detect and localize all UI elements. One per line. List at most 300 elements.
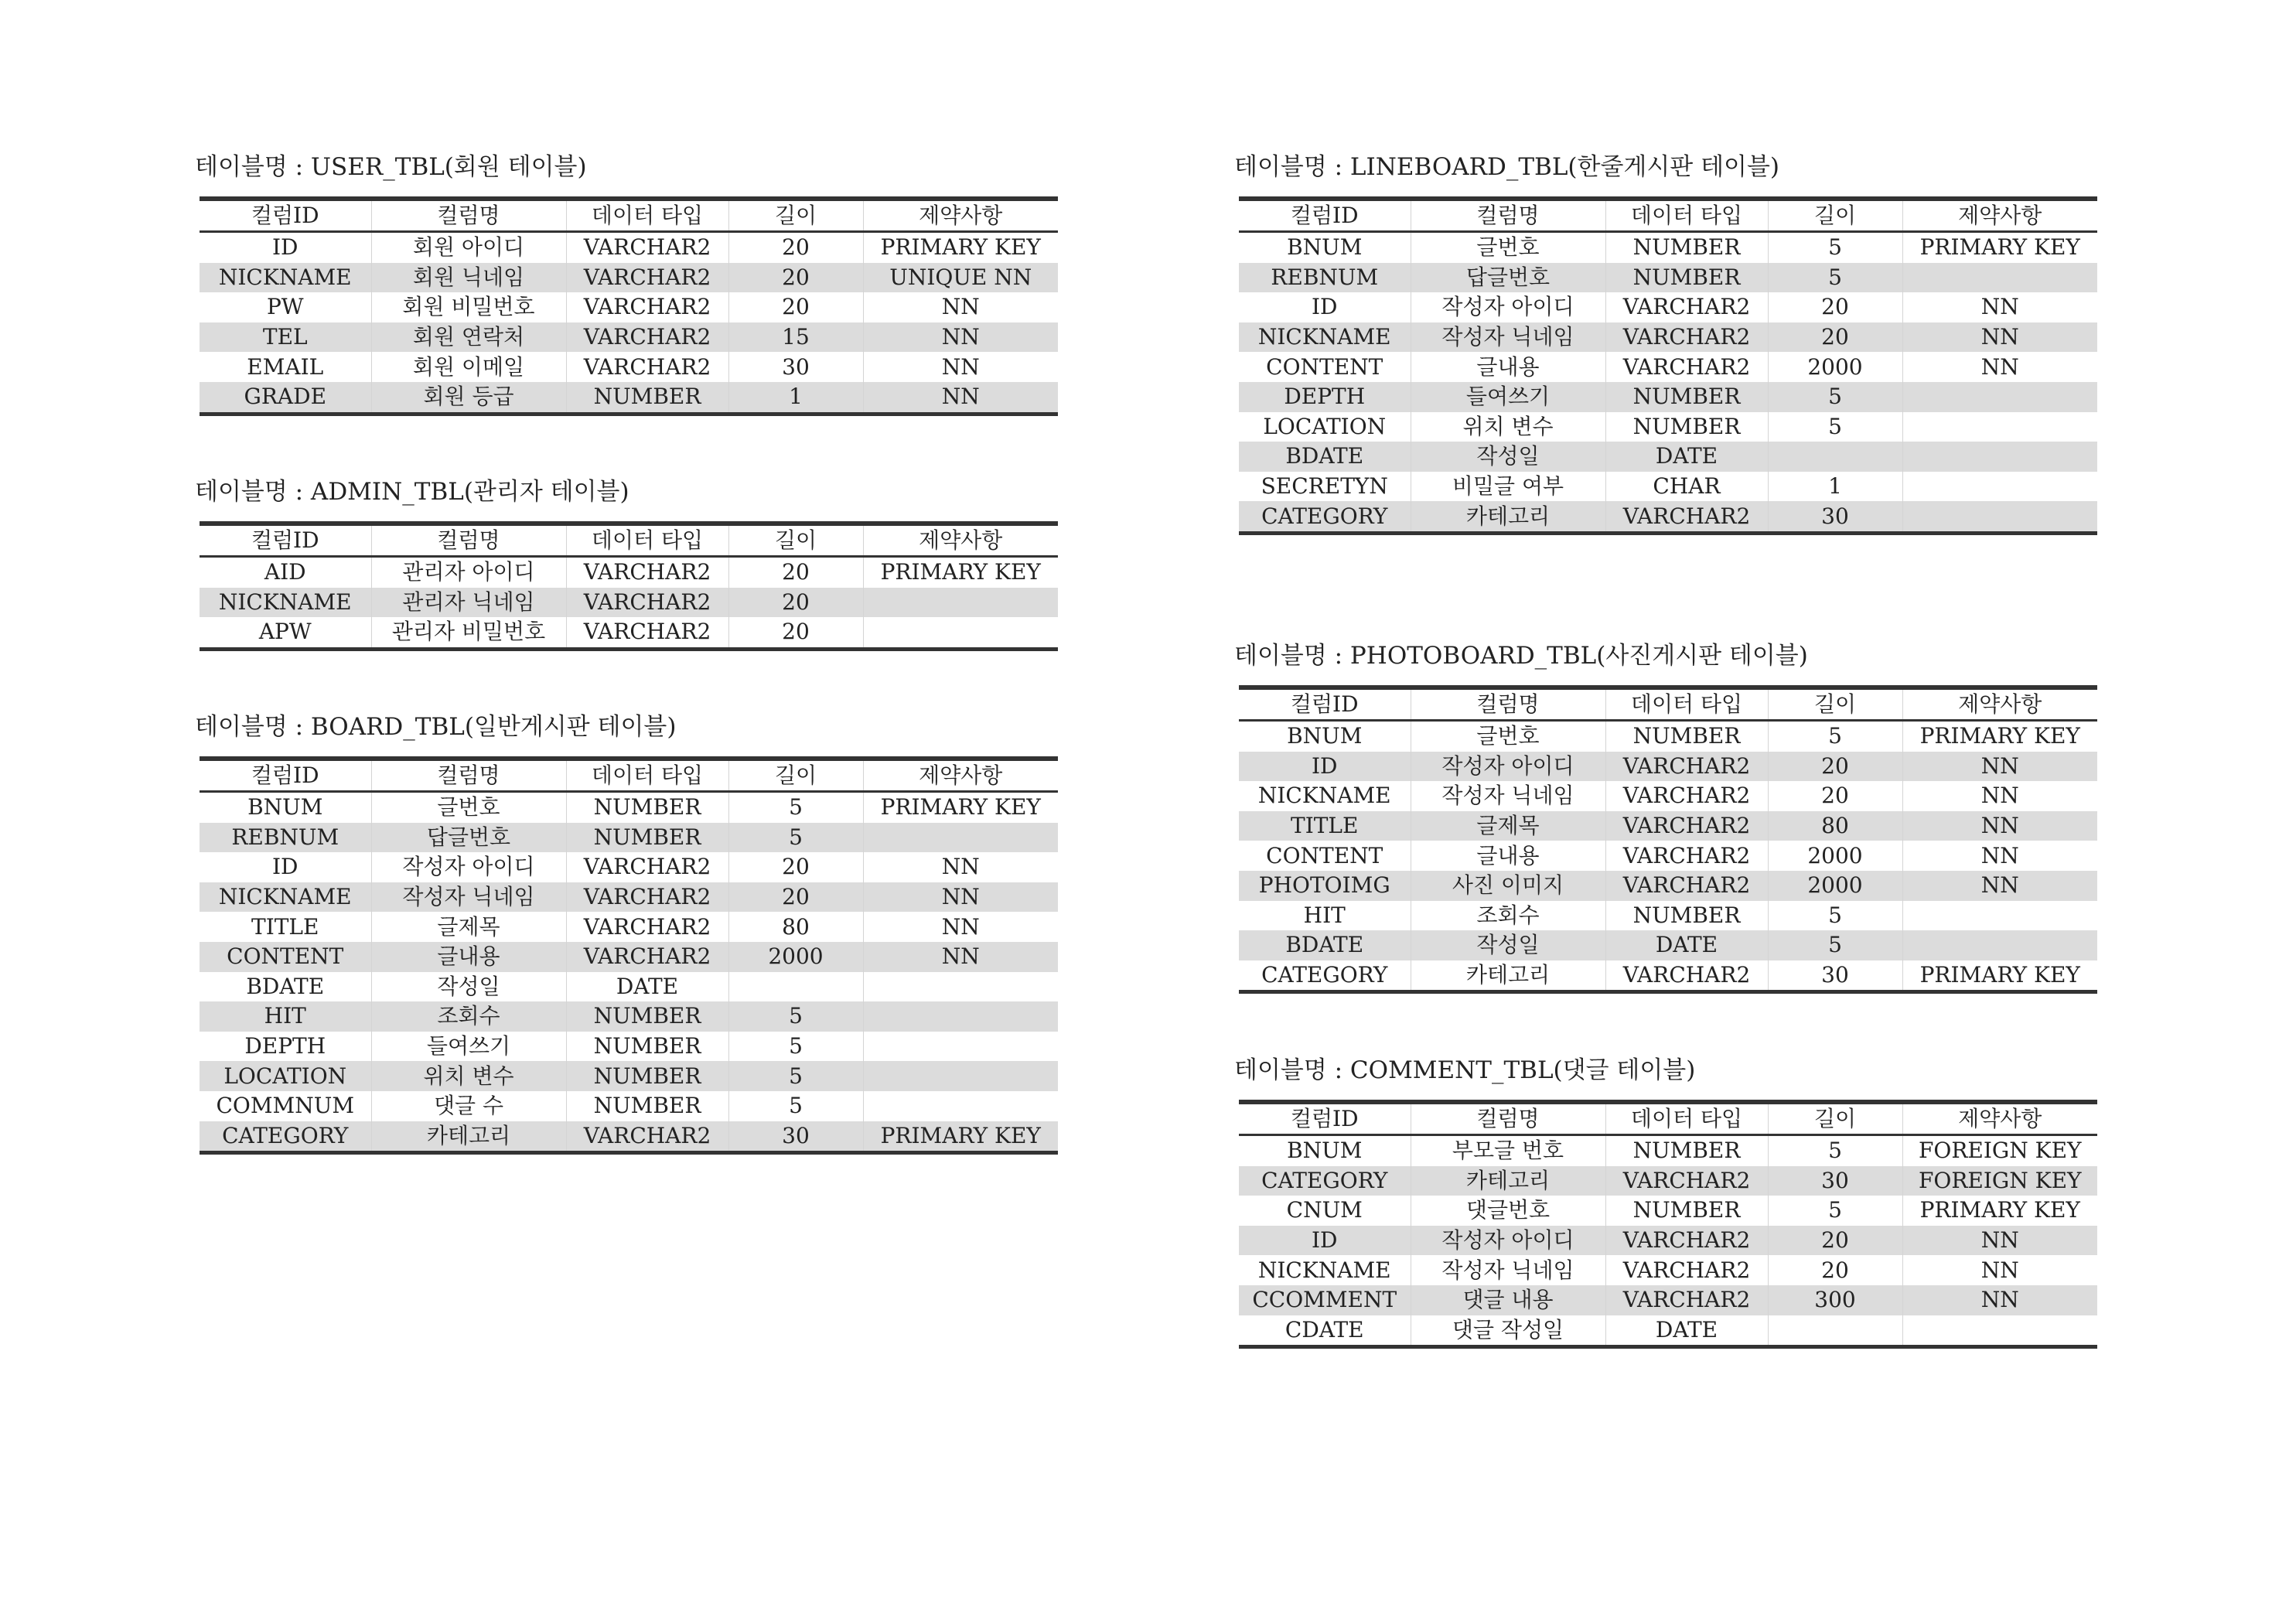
- cell-column-name: 회원 등급: [371, 382, 566, 414]
- header-column-id: 컬럼ID: [1239, 1102, 1411, 1135]
- table-row: [1239, 901, 2097, 931]
- cell-length: 20: [1768, 781, 1902, 811]
- header-data-type: 데이터 타입: [566, 759, 728, 792]
- table-row: [200, 942, 1058, 972]
- cell-constraint: NN: [863, 382, 1058, 414]
- cell-data-type: VARCHAR2: [566, 292, 728, 322]
- cell-constraint: [863, 1032, 1058, 1062]
- table-row: [1239, 871, 2097, 901]
- cell-constraint: NN: [1980, 783, 2019, 809]
- cell-column-name: 댓글 수: [371, 1091, 566, 1121]
- cell-length: 20: [728, 882, 863, 913]
- cell-length: 20: [1768, 1255, 1902, 1285]
- cell-column-id: CONTENT: [1239, 841, 1411, 871]
- cell-column-id: EMAIL: [200, 352, 371, 382]
- cell-column-name: 댓글번호: [1411, 1196, 1605, 1226]
- cell-data-type: VARCHAR2: [566, 912, 728, 942]
- cell-column-name: 위치 변수: [1411, 412, 1605, 442]
- cell-column-id: BDATE: [1239, 442, 1411, 472]
- header-length: 길이: [1768, 199, 1902, 232]
- table-title: 테이블명 : ADMIN_TBL(관리자 테이블): [195, 478, 629, 506]
- cell-data-type: VARCHAR2: [1605, 1226, 1768, 1256]
- cell-column-id: COMMNUM: [200, 1091, 371, 1121]
- table-row: [200, 972, 1058, 1002]
- table-row: [200, 1121, 1058, 1153]
- cell-length: 20: [1768, 292, 1902, 322]
- cell-column-name: 작성일: [371, 972, 566, 1002]
- cell-data-type: CHAR: [1605, 472, 1768, 502]
- cell-data-type: NUMBER: [566, 382, 728, 414]
- admin-table-block: [195, 476, 1058, 651]
- cell-column-name: 작성자 아이디: [371, 852, 566, 882]
- cell-constraint: FOREIGN KEY: [1902, 1166, 2097, 1196]
- table-row: [1239, 382, 2097, 412]
- cell-constraint: [1902, 412, 2097, 442]
- cell-column-name: 글내용: [1411, 841, 1605, 871]
- photoboard-table-block: [1234, 640, 2097, 994]
- header-column-name: 컬럼명: [1411, 1102, 1605, 1135]
- cell-length: 5: [1768, 1196, 1902, 1226]
- table-row: [1239, 811, 2097, 841]
- cell-data-type: VARCHAR2: [566, 882, 728, 913]
- cell-constraint: NN: [941, 913, 980, 940]
- cell-constraint: NN: [1980, 842, 2019, 868]
- cell-constraint: NN: [941, 854, 980, 880]
- cell-length: 20: [728, 557, 863, 588]
- table-row: [200, 557, 1058, 588]
- cell-column-name: 작성자 닉네임: [1411, 1255, 1605, 1285]
- cell-data-type: VARCHAR2: [566, 557, 728, 588]
- cell-constraint: [863, 972, 1058, 1002]
- cell-column-name: 조회수: [371, 1001, 566, 1032]
- cell-column-id: ID: [1239, 752, 1411, 782]
- cell-data-type: VARCHAR2: [1605, 352, 1768, 382]
- comment-table-block: [1234, 1055, 2097, 1349]
- table-row: [200, 588, 1058, 618]
- header-column-id: 컬럼ID: [1239, 687, 1411, 721]
- header-column-name: 컬럼명: [371, 199, 566, 232]
- cell-column-name: 회원 이메일: [371, 352, 566, 382]
- header-constraint: 제약사항: [863, 759, 1058, 792]
- cell-column-id: APW: [200, 617, 371, 649]
- cell-column-name: 조회수: [1411, 901, 1605, 931]
- cell-column-name: 회원 연락처: [371, 322, 566, 353]
- header-constraint: 제약사항: [1902, 687, 2097, 721]
- user-schema-table: [200, 196, 1058, 416]
- cell-data-type: VARCHAR2: [1605, 292, 1768, 322]
- cell-data-type: VARCHAR2: [566, 1121, 728, 1153]
- cell-length: [728, 972, 863, 1002]
- cell-length: 15: [728, 322, 863, 353]
- cell-column-name: 답글번호: [1411, 263, 1605, 293]
- cell-constraint: PRIMARY KEY: [880, 794, 1041, 821]
- table-row: [200, 1032, 1058, 1062]
- cell-data-type: VARCHAR2: [566, 852, 728, 882]
- cell-column-name: 카테고리: [1411, 1166, 1605, 1196]
- table-row: [1239, 841, 2097, 871]
- cell-column-name: 들여쓰기: [1411, 382, 1605, 412]
- cell-data-type: DATE: [566, 972, 728, 1002]
- cell-data-type: NUMBER: [1605, 721, 1768, 752]
- cell-data-type: DATE: [1605, 1315, 1768, 1347]
- table-row: [1239, 232, 2097, 263]
- table-row: [200, 882, 1058, 913]
- cell-column-name: 작성자 닉네임: [371, 882, 566, 913]
- table-row: [1239, 322, 2097, 353]
- cell-constraint: PRIMARY KEY: [1919, 962, 2080, 988]
- cell-column-id: BNUM: [1239, 232, 1411, 263]
- cell-constraint: NN: [863, 322, 1058, 353]
- cell-column-name: 회원 닉네임: [371, 263, 566, 293]
- user-table-block: [195, 152, 1058, 416]
- cell-column-id: REBNUM: [200, 823, 371, 853]
- cell-constraint: [863, 1061, 1058, 1091]
- cell-constraint: [1902, 901, 2097, 931]
- cell-column-id: NICKNAME: [1239, 1255, 1411, 1285]
- cell-column-name: 댓글 작성일: [1411, 1315, 1605, 1347]
- cell-column-name: 관리자 닉네임: [371, 588, 566, 618]
- cell-column-name: 글제목: [1411, 811, 1605, 841]
- cell-column-id: NICKNAME: [200, 588, 371, 618]
- table-row: [1239, 292, 2097, 322]
- cell-column-name: 글내용: [1411, 352, 1605, 382]
- header-column-name: 컬럼명: [1411, 199, 1605, 232]
- cell-length: 1: [1768, 472, 1902, 502]
- cell-length: 30: [1768, 960, 1902, 992]
- cell-data-type: VARCHAR2: [566, 263, 728, 293]
- cell-data-type: NUMBER: [566, 792, 728, 823]
- cell-constraint: [863, 617, 1058, 649]
- cell-length: 5: [1768, 1135, 1902, 1166]
- cell-constraint: PRIMARY KEY: [880, 234, 1041, 261]
- cell-length: 5: [1768, 382, 1902, 412]
- table-row: [200, 1001, 1058, 1032]
- cell-column-name: 회원 아이디: [371, 232, 566, 263]
- header-data-type: 데이터 타입: [1605, 1102, 1768, 1135]
- lineboard-table-block: [1234, 152, 2097, 535]
- cell-column-name: 위치 변수: [371, 1061, 566, 1091]
- table-row: [1239, 930, 2097, 960]
- header-column-name: 컬럼명: [1411, 687, 1605, 721]
- table-title: 테이블명 : BOARD_TBL(일반게시판 테이블): [195, 713, 677, 741]
- cell-length: 2000: [1768, 352, 1902, 382]
- cell-column-name: 사진 이미지: [1411, 871, 1605, 901]
- table-row: [200, 322, 1058, 353]
- table-row: [200, 232, 1058, 263]
- header-column-id: 컬럼ID: [200, 759, 371, 792]
- cell-column-id: BDATE: [1239, 930, 1411, 960]
- cell-constraint: UNIQUE NN: [863, 263, 1058, 293]
- cell-constraint: NN: [1980, 1257, 2019, 1283]
- cell-length: 5: [1768, 930, 1902, 960]
- header-length: 길이: [1768, 687, 1902, 721]
- cell-column-id: SECRETYN: [1239, 472, 1411, 502]
- cell-column-id: TITLE: [1239, 811, 1411, 841]
- cell-data-type: VARCHAR2: [1605, 871, 1768, 901]
- cell-length: 80: [728, 912, 863, 942]
- cell-column-id: CATEGORY: [200, 1121, 371, 1153]
- board-schema-table: [200, 756, 1058, 1155]
- cell-data-type: NUMBER: [1605, 1196, 1768, 1226]
- header-column-id: 컬럼ID: [200, 199, 371, 232]
- cell-column-id: PHOTOIMG: [1239, 871, 1411, 901]
- cell-data-type: VARCHAR2: [566, 617, 728, 649]
- table-row: [1239, 412, 2097, 442]
- cell-column-id: GRADE: [200, 382, 371, 414]
- cell-data-type: VARCHAR2: [566, 942, 728, 972]
- cell-length: 20: [728, 292, 863, 322]
- board-table-block: [195, 711, 1058, 1155]
- cell-column-name: 부모글 번호: [1411, 1135, 1605, 1166]
- table-row: [1239, 752, 2097, 782]
- cell-column-name: 작성일: [1411, 442, 1605, 472]
- cell-column-id: REBNUM: [1239, 263, 1411, 293]
- comment-schema-table: [1239, 1100, 2097, 1349]
- cell-constraint: [1902, 442, 2097, 472]
- cell-constraint: NN: [941, 353, 980, 380]
- cell-length: [1768, 442, 1902, 472]
- cell-length: [1768, 1315, 1902, 1347]
- cell-length: 5: [1768, 232, 1902, 263]
- table-row: [200, 617, 1058, 649]
- cell-data-type: NUMBER: [1605, 382, 1768, 412]
- table-row: [1239, 352, 2097, 382]
- cell-data-type: VARCHAR2: [1605, 501, 1768, 533]
- table-row: [200, 1091, 1058, 1121]
- cell-constraint: NN: [1980, 294, 2019, 320]
- table-header-row: [1239, 687, 2097, 721]
- table-header-row: [200, 524, 1058, 557]
- cell-constraint: [1902, 1315, 2097, 1347]
- cell-length: 5: [728, 823, 863, 853]
- table-row: [200, 852, 1058, 882]
- cell-column-id: CONTENT: [200, 942, 371, 972]
- cell-data-type: NUMBER: [566, 1032, 728, 1062]
- cell-data-type: VARCHAR2: [1605, 1255, 1768, 1285]
- cell-column-id: ID: [1239, 1226, 1411, 1256]
- table-row: [200, 792, 1058, 823]
- cell-constraint: NN: [1902, 322, 2097, 353]
- cell-column-id: TITLE: [200, 912, 371, 942]
- table-row: [1239, 1135, 2097, 1166]
- table-row: [1239, 472, 2097, 502]
- cell-column-id: NICKNAME: [1239, 322, 1411, 353]
- table-row: [200, 292, 1058, 322]
- cell-column-name: 관리자 아이디: [371, 557, 566, 588]
- cell-column-id: HIT: [1239, 901, 1411, 931]
- cell-data-type: VARCHAR2: [1605, 960, 1768, 992]
- cell-column-name: 작성일: [1411, 930, 1605, 960]
- cell-data-type: DATE: [1605, 442, 1768, 472]
- cell-column-name: 카테고리: [1411, 501, 1605, 533]
- table-row: [1239, 1285, 2097, 1315]
- table-row: [1239, 1226, 2097, 1256]
- cell-length: 5: [728, 1091, 863, 1121]
- header-data-type: 데이터 타입: [566, 199, 728, 232]
- cell-length: 2000: [1768, 841, 1902, 871]
- table-title: 테이블명 : LINEBOARD_TBL(한줄게시판 테이블): [1234, 153, 1780, 181]
- table-row: [200, 823, 1058, 853]
- cell-column-id: ID: [200, 232, 371, 263]
- cell-length: 5: [728, 792, 863, 823]
- table-header-row: [200, 759, 1058, 792]
- cell-length: 5: [1768, 901, 1902, 931]
- cell-column-id: CATEGORY: [1239, 960, 1411, 992]
- cell-length: 2000: [1768, 871, 1902, 901]
- cell-column-id: LOCATION: [1239, 412, 1411, 442]
- cell-constraint: [1902, 382, 2097, 412]
- cell-data-type: NUMBER: [1605, 1135, 1768, 1166]
- cell-column-name: 작성자 닉네임: [1411, 322, 1605, 353]
- cell-column-name: 댓글 내용: [1411, 1285, 1605, 1315]
- cell-length: 5: [1768, 263, 1902, 293]
- cell-length: 20: [1768, 752, 1902, 782]
- cell-data-type: NUMBER: [1605, 412, 1768, 442]
- header-length: 길이: [728, 524, 863, 557]
- cell-column-id: BNUM: [1239, 1135, 1411, 1166]
- cell-constraint: [863, 588, 1058, 618]
- cell-column-id: CONTENT: [1239, 352, 1411, 382]
- cell-data-type: VARCHAR2: [566, 352, 728, 382]
- header-column-id: 컬럼ID: [1239, 199, 1411, 232]
- cell-length: 20: [728, 852, 863, 882]
- table-row: [1239, 1196, 2097, 1226]
- admin-schema-table: [200, 521, 1058, 651]
- cell-length: 1: [728, 382, 863, 414]
- table-row: [1239, 1166, 2097, 1196]
- header-column-id: 컬럼ID: [200, 524, 371, 557]
- cell-column-name: 비밀글 여부: [1411, 472, 1605, 502]
- table-row: [200, 263, 1058, 293]
- header-constraint: 제약사항: [863, 524, 1058, 557]
- cell-column-id: AID: [200, 557, 371, 588]
- cell-column-name: 작성자 닉네임: [1411, 781, 1605, 811]
- table-row: [1239, 501, 2097, 533]
- header-data-type: 데이터 타입: [566, 524, 728, 557]
- cell-length: 5: [728, 1032, 863, 1062]
- cell-constraint: [863, 1001, 1058, 1032]
- cell-length: 5: [1768, 412, 1902, 442]
- cell-column-id: NICKNAME: [1239, 781, 1411, 811]
- header-length: 길이: [728, 199, 863, 232]
- header-column-name: 컬럼명: [371, 759, 566, 792]
- cell-constraint: NN: [941, 294, 980, 320]
- cell-column-id: NICKNAME: [200, 263, 371, 293]
- cell-constraint: NN: [1902, 1226, 2097, 1256]
- cell-constraint: [863, 1091, 1058, 1121]
- table-row: [1239, 721, 2097, 752]
- photoboard-schema-table: [1239, 685, 2097, 994]
- cell-column-name: 글번호: [1411, 721, 1605, 752]
- cell-constraint: PRIMARY KEY: [863, 1121, 1058, 1153]
- cell-length: 2000: [728, 942, 863, 972]
- cell-data-type: VARCHAR2: [566, 322, 728, 353]
- cell-length: 20: [728, 617, 863, 649]
- cell-constraint: NN: [863, 882, 1058, 913]
- table-title: 테이블명 : PHOTOBOARD_TBL(사진게시판 테이블): [1234, 642, 1808, 670]
- cell-constraint: [1902, 930, 2097, 960]
- cell-data-type: NUMBER: [1605, 232, 1768, 263]
- cell-column-name: 작성자 아이디: [1411, 752, 1605, 782]
- cell-column-name: 작성자 아이디: [1411, 292, 1605, 322]
- cell-constraint: PRIMARY KEY: [1919, 234, 2080, 261]
- cell-column-id: LOCATION: [200, 1061, 371, 1091]
- cell-data-type: VARCHAR2: [1605, 1166, 1768, 1196]
- cell-column-id: DEPTH: [200, 1032, 371, 1062]
- cell-data-type: VARCHAR2: [1605, 1285, 1768, 1315]
- cell-data-type: VARCHAR2: [566, 232, 728, 263]
- cell-column-id: CNUM: [1239, 1196, 1411, 1226]
- table-row: [1239, 442, 2097, 472]
- cell-length: 30: [728, 1121, 863, 1153]
- cell-column-id: CATEGORY: [1239, 1166, 1411, 1196]
- table-row: [200, 352, 1058, 382]
- cell-column-id: BNUM: [1239, 721, 1411, 752]
- cell-column-id: DEPTH: [1239, 382, 1411, 412]
- cell-data-type: VARCHAR2: [1605, 811, 1768, 841]
- table-row: [200, 912, 1058, 942]
- table-header-row: [1239, 199, 2097, 232]
- cell-length: 5: [728, 1001, 863, 1032]
- cell-length: 30: [1768, 1166, 1902, 1196]
- cell-constraint: [1902, 263, 2097, 293]
- cell-length: 20: [728, 588, 863, 618]
- cell-data-type: VARCHAR2: [1605, 752, 1768, 782]
- cell-column-id: CCOMMENT: [1239, 1285, 1411, 1315]
- cell-column-id: HIT: [200, 1001, 371, 1032]
- table-row: [1239, 263, 2097, 293]
- cell-data-type: VARCHAR2: [1605, 781, 1768, 811]
- cell-constraint: NN: [1980, 353, 2019, 380]
- cell-length: 80: [1768, 811, 1902, 841]
- cell-column-id: NICKNAME: [200, 882, 371, 913]
- cell-constraint: PRIMARY KEY: [1919, 1197, 2080, 1223]
- table-row: [1239, 960, 2097, 992]
- cell-length: 5: [1768, 721, 1902, 752]
- cell-constraint: NN: [1902, 752, 2097, 782]
- cell-constraint: [1902, 472, 2097, 502]
- header-column-name: 컬럼명: [371, 524, 566, 557]
- cell-data-type: NUMBER: [566, 1061, 728, 1091]
- cell-data-type: VARCHAR2: [1605, 841, 1768, 871]
- header-constraint: 제약사항: [1902, 199, 2097, 232]
- table-row: [200, 382, 1058, 414]
- cell-data-type: NUMBER: [566, 1001, 728, 1032]
- lineboard-schema-table: [1239, 196, 2097, 535]
- table-row: [1239, 1255, 2097, 1285]
- table-row: [200, 1061, 1058, 1091]
- cell-length: 20: [1768, 1226, 1902, 1256]
- table-row: [1239, 1315, 2097, 1347]
- cell-constraint: NN: [863, 942, 1058, 972]
- cell-column-name: 카테고리: [371, 1121, 566, 1153]
- cell-constraint: NN: [1902, 871, 2097, 901]
- table-row: [1239, 781, 2097, 811]
- cell-column-id: CDATE: [1239, 1315, 1411, 1347]
- cell-column-name: 작성자 아이디: [1411, 1226, 1605, 1256]
- cell-column-id: PW: [200, 292, 371, 322]
- cell-constraint: FOREIGN KEY: [1918, 1138, 2082, 1164]
- cell-data-type: NUMBER: [1605, 901, 1768, 931]
- table-title: 테이블명 : USER_TBL(회원 테이블): [195, 153, 587, 181]
- cell-column-id: BDATE: [200, 972, 371, 1002]
- cell-data-type: DATE: [1605, 930, 1768, 960]
- table-header-row: [200, 199, 1058, 232]
- cell-data-type: VARCHAR2: [566, 588, 728, 618]
- cell-length: 5: [728, 1061, 863, 1091]
- cell-column-id: ID: [1239, 292, 1411, 322]
- cell-constraint: PRIMARY KEY: [880, 559, 1041, 585]
